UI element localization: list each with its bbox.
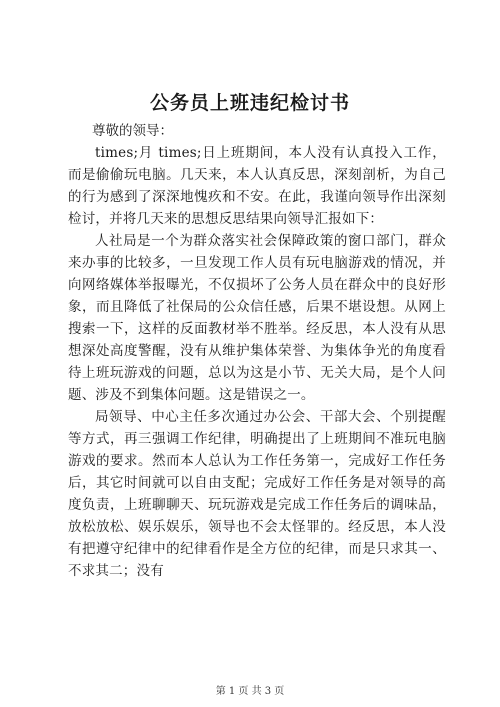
page-footer: 第 1 页 共 3 页 bbox=[215, 686, 285, 697]
document-title: 公务员上班违纪检讨书 bbox=[149, 92, 350, 114]
document-body bbox=[68, 120, 446, 582]
paragraph-1: times;月 times;日上班期间，本人没有认真投入工作，而是偷偷玩电脑。几天来，本人认真反思，深刻剖析，为自己的行为感到了深深地愧疚和不安。在此，我谨向领导作出深刻检讨，并将几天来的思想反思结果向领导汇报如下： bbox=[68, 145, 446, 227]
salutation: 尊敬的领导： bbox=[92, 123, 173, 139]
paragraph-2: 人社局是一个为群众落实社会保障政策的窗口部门，群众来办事的比较多，一旦发现工作人员有玩电脑游戏的情况，并向网络媒体举报曝光，不仅损坏了公务人员在群众中的良好形象，而且降低了社保局的公众信任感，后果不堪设想。从网上搜索一下，这样的反面教材举不胜举。经反思，本人没有从思想深处高度警醒，没有从维护集体荣誉、为集体争光的角度看待上班玩游戏的问题，总以为这是小节、无关大局，是个人问题、涉及不到集体问题。这是错误之一。 bbox=[68, 233, 446, 403]
paragraph-3: 局领导、中心主任多次通过办公会、干部大会、个别提醒等方式，再三强调工作纪律，明确提出了上班期间不准玩电脑游戏的要求。然而本人总认为工作任务第一，完成好工作任务后，其它时间就可以自由支配；完成好工作任务是对领导的高度负责，上班聊聊天、玩玩游戏是完成工作任务后的调味品，放松放松、娱乐娱乐，领导也不会太怪罪的。经反思，本人没有把遵守纪律中的纪律看作是全方位的纪律，而是只求其一、不求其二；没有 bbox=[68, 409, 446, 579]
